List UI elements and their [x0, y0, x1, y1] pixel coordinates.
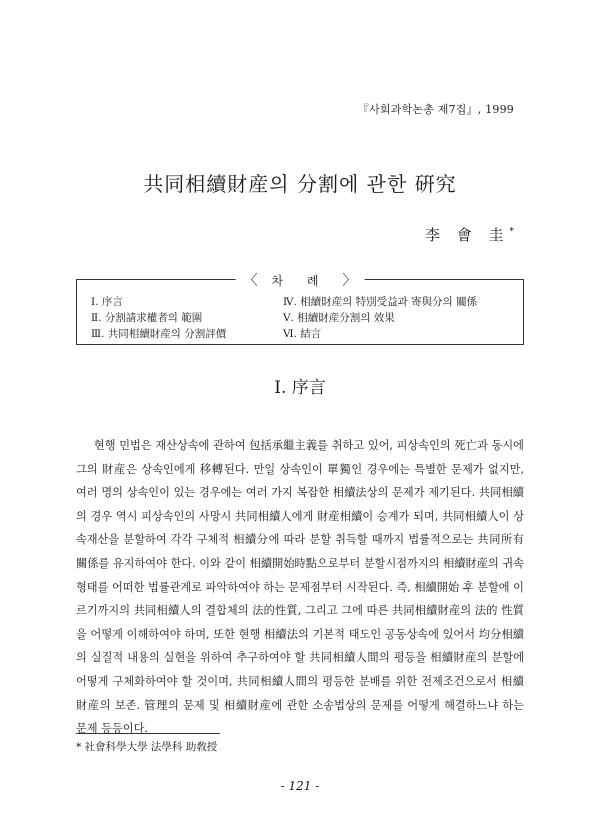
- toc-right-column: [283, 294, 477, 342]
- toc-item: Ⅴ. 相續財産分割의 效果: [283, 312, 395, 324]
- toc-left-column: [91, 294, 226, 342]
- page-number: - 121 -: [280, 779, 320, 793]
- footnote: * 社會科學大學 法學科 助敎授: [76, 741, 218, 753]
- toc-item: Ⅱ. 分割請求權者의 範圍: [91, 312, 203, 324]
- footnote-divider: [76, 733, 220, 734]
- toc-open-bracket: 〈: [243, 273, 258, 289]
- toc-item: Ⅵ. 結言: [283, 328, 322, 340]
- toc-label: [236, 270, 365, 290]
- running-head: 『사회과학논총 제7집』, 1999: [357, 103, 514, 116]
- author-name: [425, 224, 514, 245]
- section-heading: Ⅰ. 序言: [274, 378, 326, 398]
- author-name-text: 李 會 圭: [424, 226, 510, 244]
- toc-item: Ⅲ. 共同相續財産의 分割評價: [91, 328, 227, 340]
- paper-title: 共同相續財産의 分割에 관한 硏究: [143, 172, 457, 196]
- table-of-contents: [76, 273, 524, 345]
- author-footnote-mark: *: [509, 227, 514, 237]
- toc-item: Ⅳ. 相續財産의 特別受益과 寄與分의 關係: [283, 296, 478, 308]
- toc-close-bracket: 〉: [342, 273, 357, 289]
- toc-label-text: 차 례: [271, 274, 329, 288]
- toc-item: Ⅰ. 序言: [91, 296, 123, 308]
- body-paragraph: 현행 민법은 재산상속에 관하여 包括承繼主義를 취하고 있어, 피상속인의 死亡과 동시에 그의 財産은 상속인에게 移轉된다. 만일 상속인이 單獨인 경우에는 특별한 문제가 없지만, 여러 명의 상속인이 있는 경우에는 여러 가지 복잡한 相續法상의 문제가 제기된다. 共同相續의 경우 역시 피상속인의 사망시 共同相續人에게 財産相續이 승계가 되며, 共同相續人이 상속재산을 분할하여 각각 구체적 相續分에 따라 분할 취득할 때까지 법률적으로는 共同所有關係를 유지하여야 한다. 이와 같이 相續開始時點으로부터 분할시점까지의 相續財産의 귀속형태를 어떠한 법률관계로 파악하여야 하는 문제점부터 시작된다. 즉, 相續開始 후 분할에 이르기까지의 共同相續人의 결합체의 法的性質, 그리고 그에 따른 共同相續財産의 法的 性質을 어떻게 이해하여야 하며, 또한 현행 相續法의 기본적 태도인 공동상속에 있어서 均分相續의 실질적 내용의 실현을 위하여 추구하여야 할 共同相續人間의 평등을 相續財産의 분할에 어떻게 구체화하여야 할 것이며, 共同相續人間의 평등한 분배를 위한 전제조건으로서 相續財産의 보존. 管理의 문제 및 相續財産에 관한 소송법상의 문제를 어떻게 해결하느냐 하는 문제 등등이다.: [76, 439, 524, 736]
